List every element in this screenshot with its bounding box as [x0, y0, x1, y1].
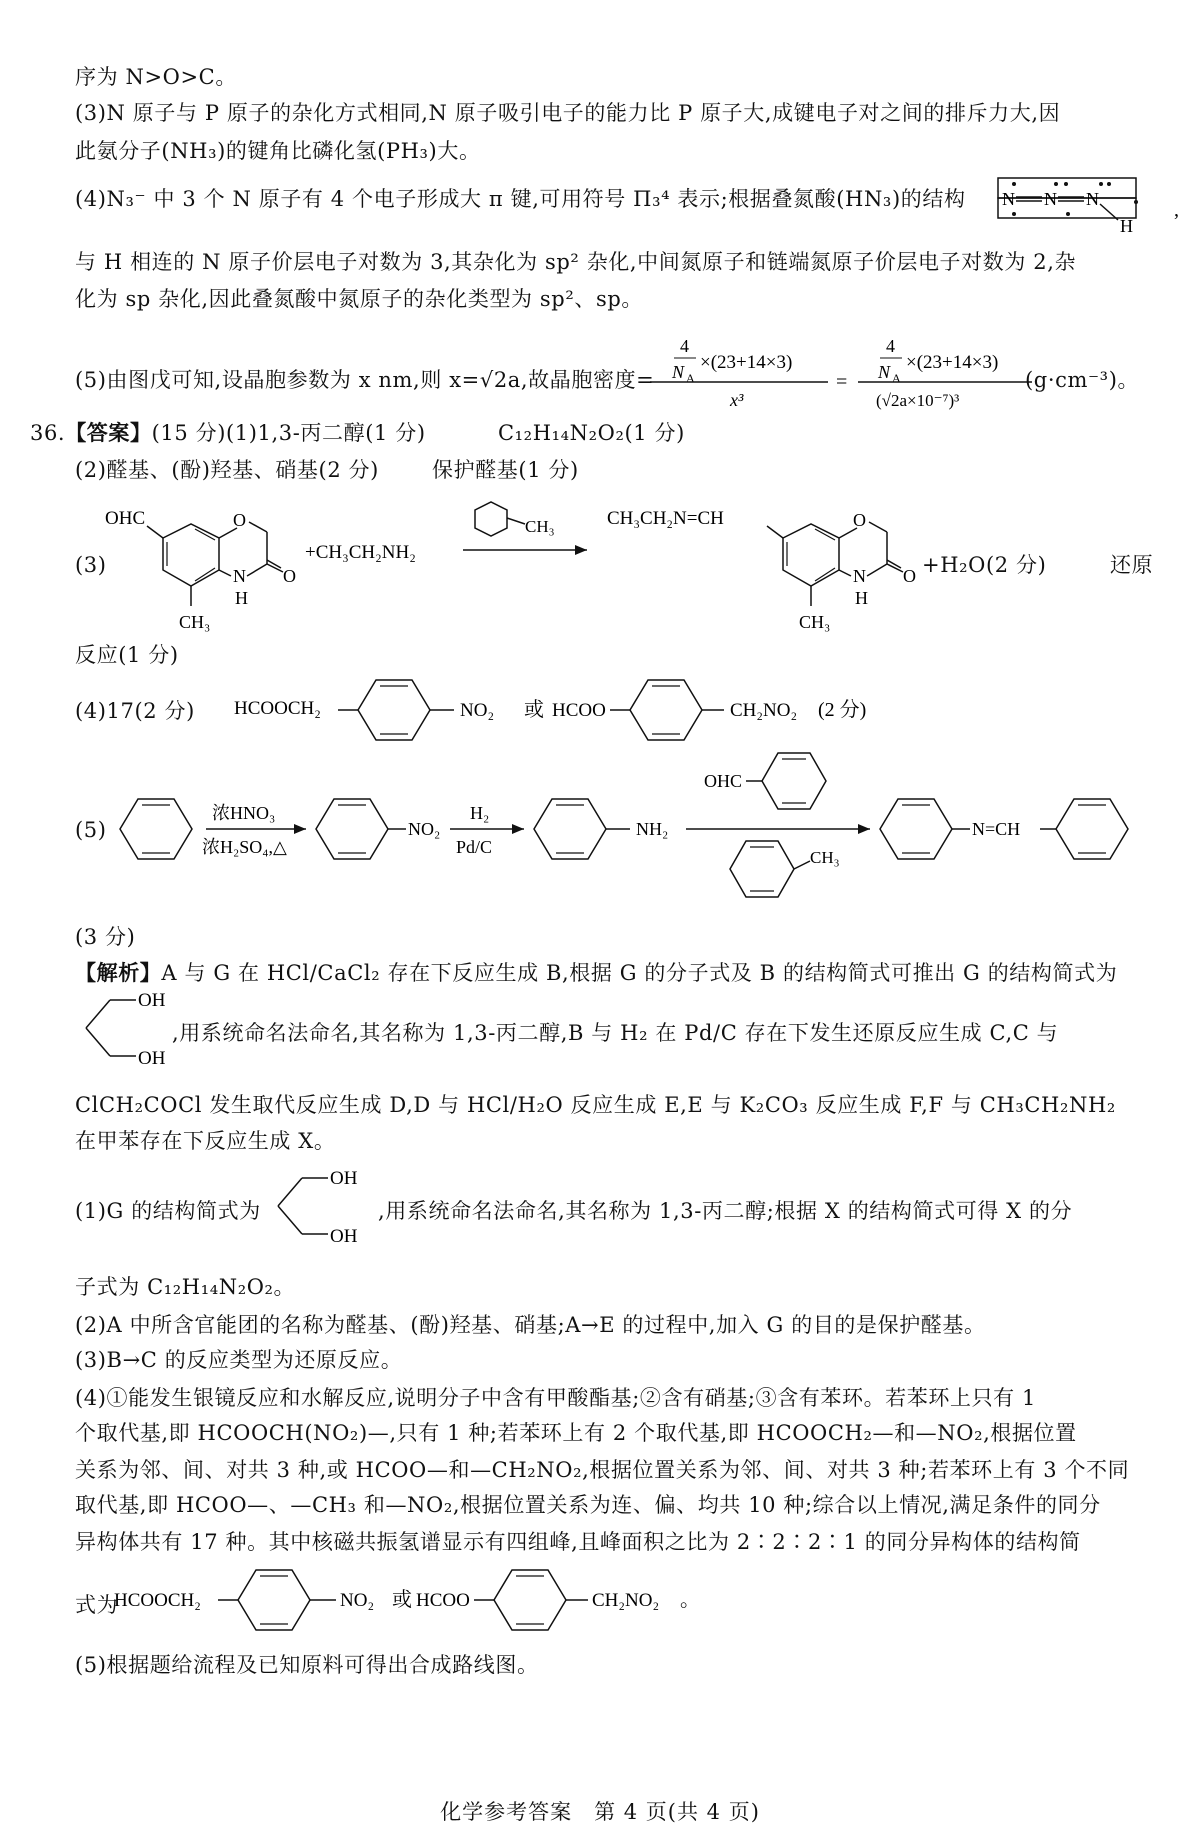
hn3-structure [996, 176, 1186, 236]
svg-text:N: N [853, 566, 866, 586]
text-line: ,用系统命名法命名,其名称为 1,3-丙二醇;根据 X 的结构简式可得 X 的分 [378, 1199, 1073, 1223]
svg-text:NO₂: NO₂ [340, 1590, 375, 1611]
text-line: 关系为邻、间、对共 3 种,或 HCOO—和—CH₂NO₂,根据位置关系为邻、间、对共 3 种;若苯环上有 3 个不同 [75, 1458, 1130, 1482]
text-line: (1)G 的结构简式为 [75, 1199, 261, 1223]
hn3-n2: N [1044, 189, 1057, 209]
svg-text:。: 。 [680, 1589, 700, 1611]
analysis-tag: 【解析】 [75, 960, 162, 985]
text-line: (3) [75, 553, 107, 577]
text-line: (4)N₃⁻ 中 3 个 N 原子有 4 个电子形成大 π 键,可用符号 Π₃⁴ 表示;根据叠氮酸(HN₃)的结构 [75, 187, 966, 211]
text-line: (4)①能发生银镜反应和水解反应,说明分子中含有甲酸酯基;②含有硝基;③含有苯环。若苯环上只有 1 [75, 1386, 1037, 1410]
svg-text:NO₂: NO₂ [460, 700, 495, 721]
text-span: (15 分)(1)1,3-丙二醇(1 分) [151, 421, 426, 445]
text-line: (5) [75, 818, 107, 842]
synthesis-route [110, 745, 1180, 915]
text-line: +H₂O(2 分) [922, 553, 1047, 577]
svg-text:CH₃: CH₃ [810, 848, 840, 867]
svg-text:HCOOCH₂: HCOOCH₂ [234, 698, 321, 719]
svg-text:NO₂: NO₂ [408, 819, 441, 839]
text-line: 化为 sp 杂化,因此叠氮酸中氮原子的杂化类型为 sp²、sp。 [75, 287, 643, 311]
question-number: 36. [30, 421, 66, 445]
isomer-structures-2 [114, 1560, 794, 1640]
svg-text:CH₂NO₂: CH₂NO₂ [730, 700, 798, 721]
page-footer: 化学参考答案 第 4 页(共 4 页) [440, 1800, 760, 1824]
text-line: 序为 N>O>C。 [75, 65, 237, 89]
svg-text:A: A [686, 371, 695, 385]
propanediol-structure-2 [262, 1160, 382, 1252]
text-line: 在甲苯存在下反应生成 X。 [75, 1129, 336, 1153]
svg-text:HCOO: HCOO [416, 1590, 470, 1611]
svg-text:=: = [836, 371, 848, 393]
svg-text:H: H [855, 588, 868, 608]
svg-text:(2 分): (2 分) [818, 699, 867, 721]
text-line: 式为 [75, 1593, 119, 1617]
svg-text:O: O [853, 510, 866, 530]
answer-tag: 【答案】 [65, 420, 152, 445]
hn3-h: H [1120, 216, 1133, 236]
svg-text:H₂: H₂ [470, 803, 490, 823]
text-span: A 与 G 在 HCl/CaCl₂ 存在下反应生成 B,根据 G 的分子式及 B 的结构简式可推出 G 的结构简式为 [161, 961, 1118, 985]
svg-text:Pd/C: Pd/C [456, 837, 493, 857]
svg-text:HCOOCH₂: HCOOCH₂ [114, 1590, 201, 1611]
svg-text:4: 4 [886, 336, 895, 356]
text-line: 此氨分子(NH₃)的键角比磷化氢(PH₃)大。 [75, 139, 481, 163]
svg-text:,: , [1174, 199, 1179, 221]
text-line: 反应(1 分) [75, 643, 179, 667]
svg-text:CH₃: CH₃ [179, 612, 211, 632]
svg-text:OHC: OHC [105, 508, 146, 529]
svg-text:HCOO: HCOO [552, 700, 606, 721]
isomer-structures [234, 670, 1134, 746]
text-line: (5)根据题给流程及已知原料可得出合成路线图。 [75, 1653, 539, 1677]
svg-text:O: O [283, 566, 296, 586]
svg-text:NH₂: NH₂ [636, 819, 669, 839]
text-line: (2)醛基、(酚)羟基、硝基(2 分) [75, 458, 379, 482]
svg-text:OH: OH [330, 1226, 358, 1247]
svg-text:CH₂NO₂: CH₂NO₂ [592, 1590, 660, 1611]
text-line: 取代基,即 HCOO—、—CH₃ 和—NO₂,根据位置关系为连、偏、均共 10 种;综合以上情况,满足条件的同分 [75, 1493, 1101, 1517]
svg-text:OH: OH [138, 1048, 166, 1069]
text-line: C₁₂H₁₄N₂O₂(1 分) [498, 421, 685, 445]
svg-text:N: N [672, 362, 685, 382]
text-line: 子式为 C₁₂H₁₄N₂O₂。 [75, 1275, 296, 1299]
text-line: ,用系统命名法命名,其名称为 1,3-丙二醇,B 与 H₂ 在 Pd/C 存在下发生还原反应生成 C,C 与 [172, 1021, 1059, 1045]
svg-text:×(23+14×3): ×(23+14×3) [700, 352, 793, 373]
propanediol-structure [70, 982, 180, 1074]
svg-text:4: 4 [680, 336, 689, 356]
svg-text:N: N [878, 362, 891, 382]
svg-text:或: 或 [524, 699, 544, 721]
text-line: 个取代基,即 HCOOCH(NO₂)—,只有 1 种;若苯环上有 2 个取代基,即 HCOOCH₂—和—NO₂,根据位置 [75, 1421, 1077, 1445]
svg-text:CH₃CH₂N=CH: CH₃CH₂N=CH [607, 508, 724, 529]
text-line: (4)17(2 分) [75, 699, 195, 723]
svg-text:CH₃: CH₃ [525, 517, 555, 536]
svg-text:OHC: OHC [704, 771, 743, 791]
svg-text:×(23+14×3): ×(23+14×3) [906, 352, 999, 373]
svg-text:A: A [892, 371, 901, 385]
svg-text:(√2a×10⁻⁷)³: (√2a×10⁻⁷)³ [876, 391, 960, 410]
svg-text:+CH₃CH₂NH₂: +CH₃CH₂NH₂ [305, 542, 416, 563]
text-line: (3)B→C 的反应类型为还原反应。 [75, 1348, 403, 1372]
svg-text:O: O [233, 510, 246, 530]
hn3-n3: N [1086, 189, 1099, 209]
svg-text:x³: x³ [730, 390, 744, 410]
svg-text:浓HNO₃: 浓HNO₃ [212, 803, 276, 823]
text-line: (5)由图戊可知,设晶胞参数为 x nm,则 x=√2a,故晶胞密度= [75, 368, 655, 392]
svg-text:浓H₂SO₄,△: 浓H₂SO₄,△ [202, 837, 287, 857]
text-line: 还原 [1110, 553, 1154, 577]
text-line: (2)A 中所含官能团的名称为醛基、(酚)羟基、硝基;A→E 的过程中,加入 G 的目的是保护醛基。 [75, 1313, 986, 1337]
text-line: ClCH₂COCl 发生取代反应生成 D,D 与 HCl/H₂O 反应生成 E,E 与 K₂CO₃ 反应生成 F,F 与 CH₃CH₂NH₂ [75, 1093, 1116, 1117]
svg-text:CH₃: CH₃ [799, 612, 831, 632]
svg-text:N=CH: N=CH [972, 819, 1021, 839]
svg-text:OH: OH [138, 990, 166, 1011]
svg-text:H: H [235, 588, 248, 608]
svg-text:O: O [903, 566, 916, 586]
text-line: 异构体共有 17 种。其中核磁共振氢谱显示有四组峰,且峰面积之比为 2∶2∶2∶1 的同分异构体的结构简 [75, 1530, 1081, 1554]
text-line: (g·cm⁻³)。 [1025, 368, 1140, 392]
text-line: (3 分) [75, 925, 136, 949]
svg-text:OH: OH [330, 1168, 358, 1189]
text-line: 与 H 相连的 N 原子价层电子对数为 3,其杂化为 sp² 杂化,中间氮原子和链端氮原子价层电子对数为 2,杂 [75, 250, 1077, 274]
hn3-n1: N [1002, 189, 1015, 209]
svg-text:N: N [233, 566, 246, 586]
text-line: 保护醛基(1 分) [432, 458, 579, 482]
svg-text:或: 或 [392, 1589, 412, 1611]
text-line: (3)N 原子与 P 原子的杂化方式相同,N 原子吸引电子的能力比 P 原子大,成键电子对之间的排斥力大,因 [75, 101, 1061, 125]
